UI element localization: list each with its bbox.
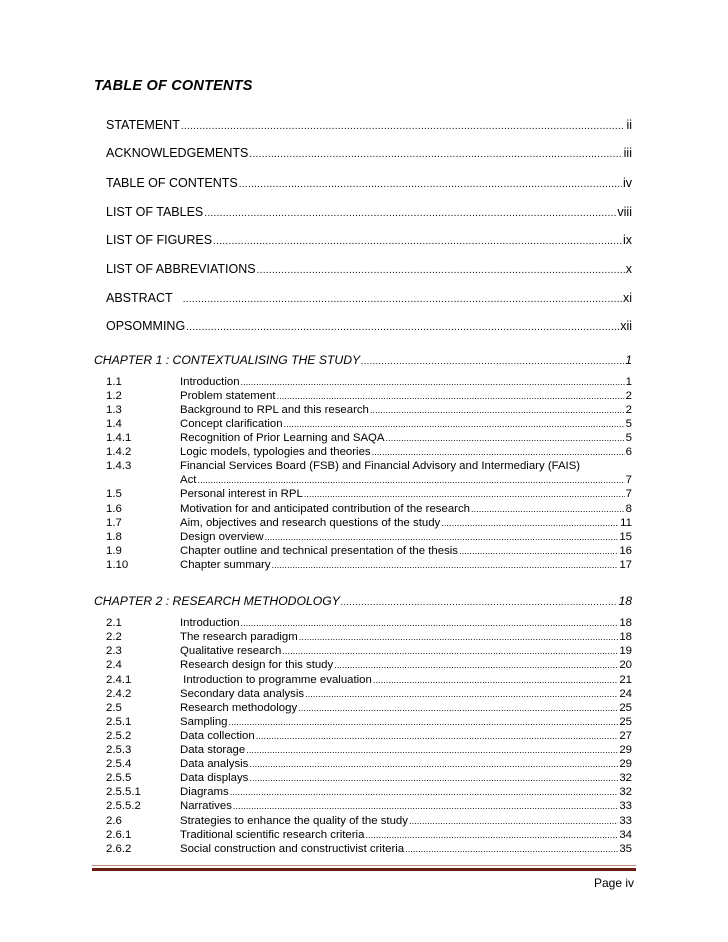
- toc-entry-opsomming[interactable]: [106, 318, 632, 334]
- toc-entry-page: iii: [623, 146, 632, 160]
- section-title: Research design for this study: [180, 659, 334, 671]
- section-number: 2.5.3: [106, 744, 132, 756]
- section-page: 29: [619, 758, 632, 770]
- section-title: Chapter outline and technical presentation of the thesis: [180, 545, 458, 557]
- toc-section-1-8[interactable]: [106, 531, 632, 544]
- dot-leader: [405, 843, 618, 856]
- section-page: 6: [625, 446, 632, 458]
- toc-entry-page: iv: [622, 176, 632, 190]
- section-title: Logic models, typologies and theories: [180, 446, 371, 458]
- toc-entry-acknowledgements[interactable]: [106, 145, 632, 161]
- footer-rule-thick: [92, 868, 636, 871]
- dot-leader: [441, 517, 619, 530]
- toc-section-2-5-1[interactable]: [106, 716, 632, 729]
- section-page: 35: [619, 843, 632, 855]
- toc-section-2-6[interactable]: [106, 815, 632, 828]
- section-number: 2.5.2: [106, 730, 132, 742]
- section-title: Financial Services Board (FSB) and Financial Advisory and Intermediary (FAIS): [180, 460, 581, 472]
- dot-leader: [282, 645, 618, 658]
- toc-section-1-10[interactable]: [106, 559, 632, 572]
- section-title: Secondary data analysis: [180, 688, 305, 700]
- section-page: 18: [619, 631, 632, 643]
- toc-section-1-4-3[interactable]: [106, 460, 632, 473]
- dot-leader: [239, 177, 622, 193]
- toc-chapter-1[interactable]: [94, 352, 632, 368]
- section-title: Narratives: [180, 800, 232, 812]
- dot-leader: [459, 545, 618, 558]
- section-title: Problem statement: [180, 390, 276, 402]
- section-number: 1.2: [106, 390, 122, 402]
- section-page: 19: [619, 645, 632, 657]
- dot-leader: [204, 206, 616, 222]
- dot-leader: [246, 744, 618, 757]
- toc-entry-page: ix: [622, 233, 632, 247]
- section-page: 32: [619, 786, 632, 798]
- toc-entry-label: ACKNOWLEDGEMENTS: [106, 146, 249, 160]
- section-number: 2.4: [106, 659, 122, 671]
- toc-section-2-4-1[interactable]: [106, 674, 632, 687]
- dot-leader: [334, 659, 618, 672]
- dot-leader: [186, 320, 619, 336]
- section-number: 2.5.1: [106, 716, 132, 728]
- section-number: 2.2: [106, 631, 122, 643]
- section-number: 1.1: [106, 376, 122, 388]
- section-number: 2.3: [106, 645, 122, 657]
- section-number: 1.5: [106, 488, 122, 500]
- toc-entry-statement[interactable]: [106, 117, 632, 133]
- section-page: 29: [619, 744, 632, 756]
- section-page: 21: [619, 674, 632, 686]
- dot-leader: [229, 716, 619, 729]
- toc-section-2-5-5[interactable]: [106, 772, 632, 785]
- chapter-page: 18: [618, 594, 632, 608]
- dot-leader: [361, 354, 624, 370]
- toc-chapter-2[interactable]: [94, 593, 632, 609]
- dot-leader: [241, 376, 625, 389]
- section-page: 7: [625, 488, 632, 500]
- toc-section-1-4[interactable]: [106, 418, 632, 431]
- dot-leader: [249, 758, 618, 771]
- dot-leader: [249, 772, 618, 785]
- toc-section-2-5[interactable]: [106, 702, 632, 715]
- toc-entry-page: viii: [617, 205, 632, 219]
- section-number: 1.7: [106, 517, 122, 529]
- section-title: Social construction and constructivist criteria: [180, 843, 405, 855]
- toc-section-2-5-5-1[interactable]: [106, 786, 632, 799]
- section-number: 2.6: [106, 815, 122, 827]
- toc-entry-table-of-contents[interactable]: [106, 175, 632, 191]
- toc-section-2-4-2[interactable]: [106, 688, 632, 701]
- section-number: 2.5.5.1: [106, 786, 141, 798]
- section-page: 5: [625, 432, 632, 444]
- toc-section-2-4[interactable]: [106, 659, 632, 672]
- footer-rule-thin: [92, 865, 636, 866]
- section-number: 2.5.5.2: [106, 800, 141, 812]
- section-number: 2.5: [106, 702, 122, 714]
- section-number: 1.3: [106, 404, 122, 416]
- toc-section-1-1[interactable]: [106, 376, 632, 389]
- toc-section-1-9[interactable]: [106, 545, 632, 558]
- toc-entry-label: LIST OF FIGURES: [106, 233, 213, 247]
- section-title: Strategies to enhance the quality of the study: [180, 815, 408, 827]
- dot-leader: [197, 474, 624, 487]
- section-title: Personal interest in RPL: [180, 488, 303, 500]
- section-number: 2.5.4: [106, 758, 132, 770]
- section-number: 1.10: [106, 559, 129, 571]
- section-page: 33: [619, 800, 632, 812]
- dot-leader: [181, 119, 626, 135]
- toc-section-2-2[interactable]: [106, 631, 632, 644]
- toc-entry-list-of-abbreviations[interactable]: [106, 261, 632, 277]
- toc-section-1-2[interactable]: [106, 390, 632, 403]
- section-title: Aim, objectives and research questions of the study: [180, 517, 441, 529]
- section-number: 1.4.1: [106, 432, 132, 444]
- section-title: Introduction: [180, 617, 240, 629]
- section-title-continued: Act: [180, 474, 197, 486]
- dot-leader: [257, 263, 625, 279]
- section-title: Chapter summary: [180, 559, 271, 571]
- toc-section-1-6[interactable]: [106, 503, 632, 516]
- section-page: 18: [619, 617, 632, 629]
- toc-section-1-4-3-continued[interactable]: [180, 474, 632, 487]
- section-title: Diagrams: [180, 786, 229, 798]
- section-number: 1.4.2: [106, 446, 132, 458]
- toc-section-1-3[interactable]: [106, 404, 632, 417]
- dot-leader: [230, 786, 619, 799]
- toc-entry-abstract[interactable]: [106, 290, 632, 306]
- dot-leader: [304, 488, 625, 501]
- section-number: 2.6.1: [106, 829, 132, 841]
- section-page: 34: [619, 829, 632, 841]
- section-title: Qualitative research: [180, 645, 282, 657]
- toc-section-2-5-3[interactable]: [106, 744, 632, 757]
- toc-section-1-4-2[interactable]: [106, 446, 632, 459]
- section-title: Motivation for and anticipated contribution of the research: [180, 503, 470, 515]
- section-page: 8: [625, 503, 632, 515]
- section-number: 1.4.3: [106, 460, 132, 472]
- section-page: 2: [625, 390, 632, 402]
- page-title: TABLE OF CONTENTS: [94, 78, 253, 94]
- section-page: 2: [625, 404, 632, 416]
- section-page: 20: [619, 659, 632, 671]
- dot-leader: [256, 730, 619, 743]
- section-title: Sampling: [180, 716, 228, 728]
- page-number: Page iv: [593, 876, 634, 890]
- toc-entry-label: STATEMENT: [106, 118, 180, 132]
- section-page: 7: [625, 474, 632, 486]
- toc-section-2-1[interactable]: [106, 617, 632, 630]
- dot-leader: [299, 631, 619, 644]
- toc-section-1-4-1[interactable]: [106, 432, 632, 445]
- dot-leader: [341, 595, 618, 611]
- section-page: 1: [625, 376, 632, 388]
- dot-leader: [241, 617, 619, 630]
- dot-leader: [183, 292, 622, 308]
- dot-leader: [298, 702, 618, 715]
- toc-entry-page: x: [625, 262, 632, 276]
- section-title: Recognition of Prior Learning and SAQA: [180, 432, 385, 444]
- section-page: 11: [620, 517, 632, 529]
- section-page: 5: [625, 418, 632, 430]
- section-title: Data displays: [180, 772, 249, 784]
- chapter-page: 1: [625, 353, 632, 367]
- dot-leader: [284, 418, 625, 431]
- toc-entry-list-of-figures[interactable]: [106, 232, 632, 248]
- chapter-label: CHAPTER 2 : RESEARCH METHODOLOGY: [94, 594, 340, 608]
- section-page: 27: [619, 730, 632, 742]
- section-page: 16: [619, 545, 632, 557]
- dot-leader: [370, 404, 625, 417]
- toc-entry-label: TABLE OF CONTENTS: [106, 176, 238, 190]
- section-title: Introduction: [180, 376, 240, 388]
- section-title: Data analysis: [180, 758, 249, 770]
- toc-entry-list-of-tables[interactable]: [106, 204, 632, 220]
- dot-leader: [305, 688, 618, 701]
- section-page: 25: [619, 716, 632, 728]
- section-number: 2.5.5: [106, 772, 132, 784]
- toc-section-1-7[interactable]: [106, 517, 632, 530]
- toc-entry-page: xi: [622, 291, 632, 305]
- dot-leader: [373, 674, 618, 687]
- section-title: Traditional scientific research criteria: [180, 829, 365, 841]
- toc-section-2-5-4[interactable]: [106, 758, 632, 771]
- section-page: 15: [619, 531, 632, 543]
- chapter-label: CHAPTER 1 : CONTEXTUALISING THE STUDY: [94, 353, 361, 367]
- section-title: Data collection: [180, 730, 255, 742]
- dot-leader: [372, 446, 625, 459]
- toc-entry-page: xii: [620, 319, 632, 333]
- section-title: Introduction to programme evaluation: [180, 674, 372, 686]
- section-title: The research paradigm: [180, 631, 298, 643]
- section-title: Background to RPL and this research: [180, 404, 369, 416]
- dot-leader: [272, 559, 619, 572]
- toc-entry-label: LIST OF TABLES: [106, 205, 204, 219]
- section-number: 1.8: [106, 531, 122, 543]
- dot-leader: [277, 390, 625, 403]
- toc-entry-page: ii: [626, 118, 632, 132]
- toc-section-2-5-5-2[interactable]: [106, 800, 632, 813]
- section-number: 1.9: [106, 545, 122, 557]
- dot-leader: [233, 800, 618, 813]
- toc-section-1-5[interactable]: [106, 488, 632, 501]
- dot-leader: [471, 503, 625, 516]
- section-number: 1.6: [106, 503, 122, 515]
- dot-leader: [409, 815, 618, 828]
- section-page: 17: [619, 559, 632, 571]
- section-title: Design overview: [180, 531, 264, 543]
- dot-leader: [386, 432, 625, 445]
- dot-leader: [365, 829, 618, 842]
- section-number: 2.4.1: [106, 674, 132, 686]
- toc-entry-label: LIST OF ABBREVIATIONS: [106, 262, 256, 276]
- section-page: 25: [619, 702, 632, 714]
- section-title: Research methodology: [180, 702, 298, 714]
- dot-leader: [213, 234, 622, 250]
- section-page: 33: [619, 815, 632, 827]
- dot-leader: [249, 147, 622, 163]
- toc-section-2-5-2[interactable]: [106, 730, 632, 743]
- toc-section-2-6-1[interactable]: [106, 829, 632, 842]
- section-number: 2.1: [106, 617, 122, 629]
- toc-section-2-6-2[interactable]: [106, 843, 632, 856]
- section-number: 2.6.2: [106, 843, 132, 855]
- toc-entry-label: OPSOMMING: [106, 319, 186, 333]
- dot-leader: [265, 531, 619, 544]
- section-title: Concept clarification: [180, 418, 283, 430]
- section-number: 1.4: [106, 418, 122, 430]
- toc-entry-label: ABSTRACT: [106, 291, 173, 305]
- section-number: 2.4.2: [106, 688, 132, 700]
- section-title: Data storage: [180, 744, 246, 756]
- section-page: 32: [619, 772, 632, 784]
- toc-section-2-3[interactable]: [106, 645, 632, 658]
- section-page: 24: [619, 688, 632, 700]
